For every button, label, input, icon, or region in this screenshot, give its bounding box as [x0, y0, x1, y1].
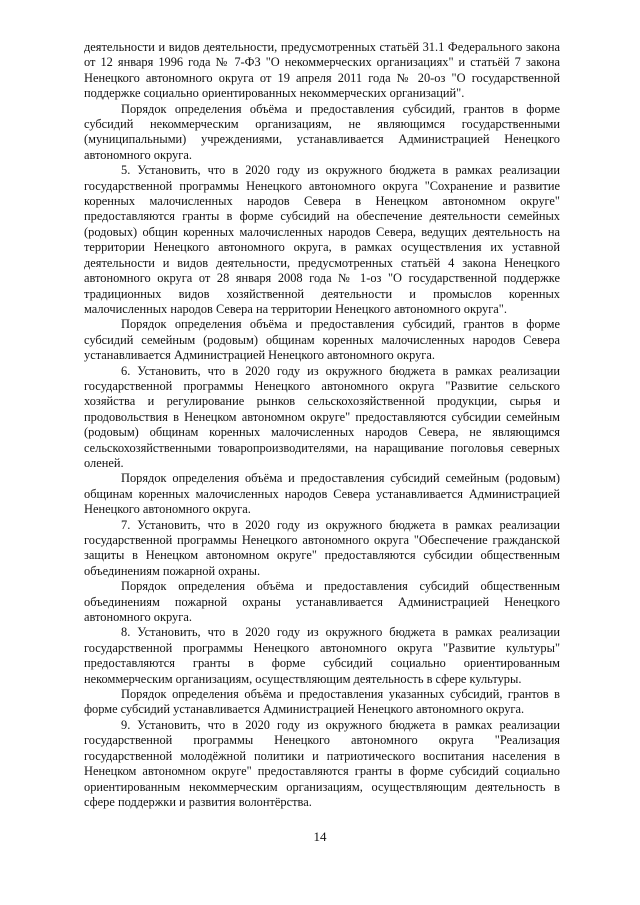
paragraph-order-communities: Порядок определения объёма и предоставления субсидий, грантов в форме субсидий семейным (родовым) общинам коренных малочисленных народов Севера устанавливается Администрацией Ненецкого автономного округа. — [84, 317, 560, 363]
paragraph-order-reindeer: Порядок определения объёма и предоставления субсидий семейным (родовым) общинам коренных малочисленных народов Севера устанавливается Администрацией Ненецкого автономного округа. — [84, 471, 560, 517]
paragraph-item-7: 7. Установить, что в 2020 году из окружного бюджета в рамках реализации государственной программы Ненецкого автономного округа "Обеспечение гражданской защиты в Ненецком автономном округе" предоставляются субсидии общественным объединениям пожарной охраны. — [84, 517, 560, 578]
page-number: 14 — [313, 829, 327, 844]
paragraph-order-culture: Порядок определения объёма и предоставления указанных субсидий, грантов в форме субсидий устанавливается Администрацией Ненецкого автономного округа. — [84, 687, 560, 717]
paragraph-item-5: 5. Установить, что в 2020 году из окружного бюджета в рамках реализации государственной программы Ненецкого автономного округа "Сохранение и развитие коренных малочисленных народов Севера в Ненецком автономном округе" предоставляются гранты в форме субсидий на обеспечение деятельности семейных (родовых) общин коренных малочисленных народов Севера, ведущих деятельность на территории Ненецкого автономного округа, в рамках осуществления их уставной деятельности и видов деятельности, предусмотренных статьёй 4 закона Ненецкого автономного округа от 28 января 2008 года № 1-оз "О государственной поддержке традиционных видов хозяйственной деятельности и промыслов коренных малочисленных народов Севера на территории Ненецкого автономного округа". — [84, 163, 560, 316]
paragraph-item-9: 9. Установить, что в 2020 году из окружного бюджета в рамках реализации государственной программы Ненецкого автономного округа "Реализация государственной молодёжной политики и патриотического воспитания населения в Ненецком автономном округе" предоставляются гранты в форме субсидий социально ориентированным некоммерческим организациям, осуществляющим деятельность в сфере поддержки и развития волонтёрства. — [84, 717, 560, 809]
document-body — [84, 40, 560, 810]
paragraph-item-6: 6. Установить, что в 2020 году из окружного бюджета в рамках реализации государственной программы Ненецкого автономного округа "Развитие сельского хозяйства и регулирование рынков сельскохозяйственной продукции, сырья и продовольствия в Ненецком автономном округе" предоставляются субсидии семейным (родовым) общинам коренных малочисленных народов Севера, не являющимся сельскохозяйственными товаропроизводителями, на наращивание поголовья северных оленей. — [84, 363, 560, 470]
paragraph-continuation-art31: деятельности и видов деятельности, предусмотренных статьёй 31.1 Федерального закона от 12 января 1996 года № 7-ФЗ "О некоммерческих организациях" и статьёй 7 закона Ненецкого автономного округа от 19 апреля 2011 года № 20-оз "О государственной поддержке социально ориентированных некоммерческих организаций". — [84, 40, 560, 101]
paragraph-item-8: 8. Установить, что в 2020 году из окружного бюджета в рамках реализации государственной программы Ненецкого автономного округа "Развитие культуры" предоставляются гранты в форме субсидий социально ориентированным некоммерческим организациям, осуществляющим деятельность в сфере культуры. — [84, 625, 560, 686]
paragraph-order-fire: Порядок определения объёма и предоставления субсидий общественным объединениям пожарной охраны устанавливается Администрацией Ненецкого автономного округа. — [84, 579, 560, 625]
paragraph-order-nko: Порядок определения объёма и предоставления субсидий, грантов в форме субсидий некоммерческим организациям, не являющимся государственными (муниципальными) учреждениями, устанавливается Администрацией Ненецкого автономного округа. — [84, 101, 560, 162]
